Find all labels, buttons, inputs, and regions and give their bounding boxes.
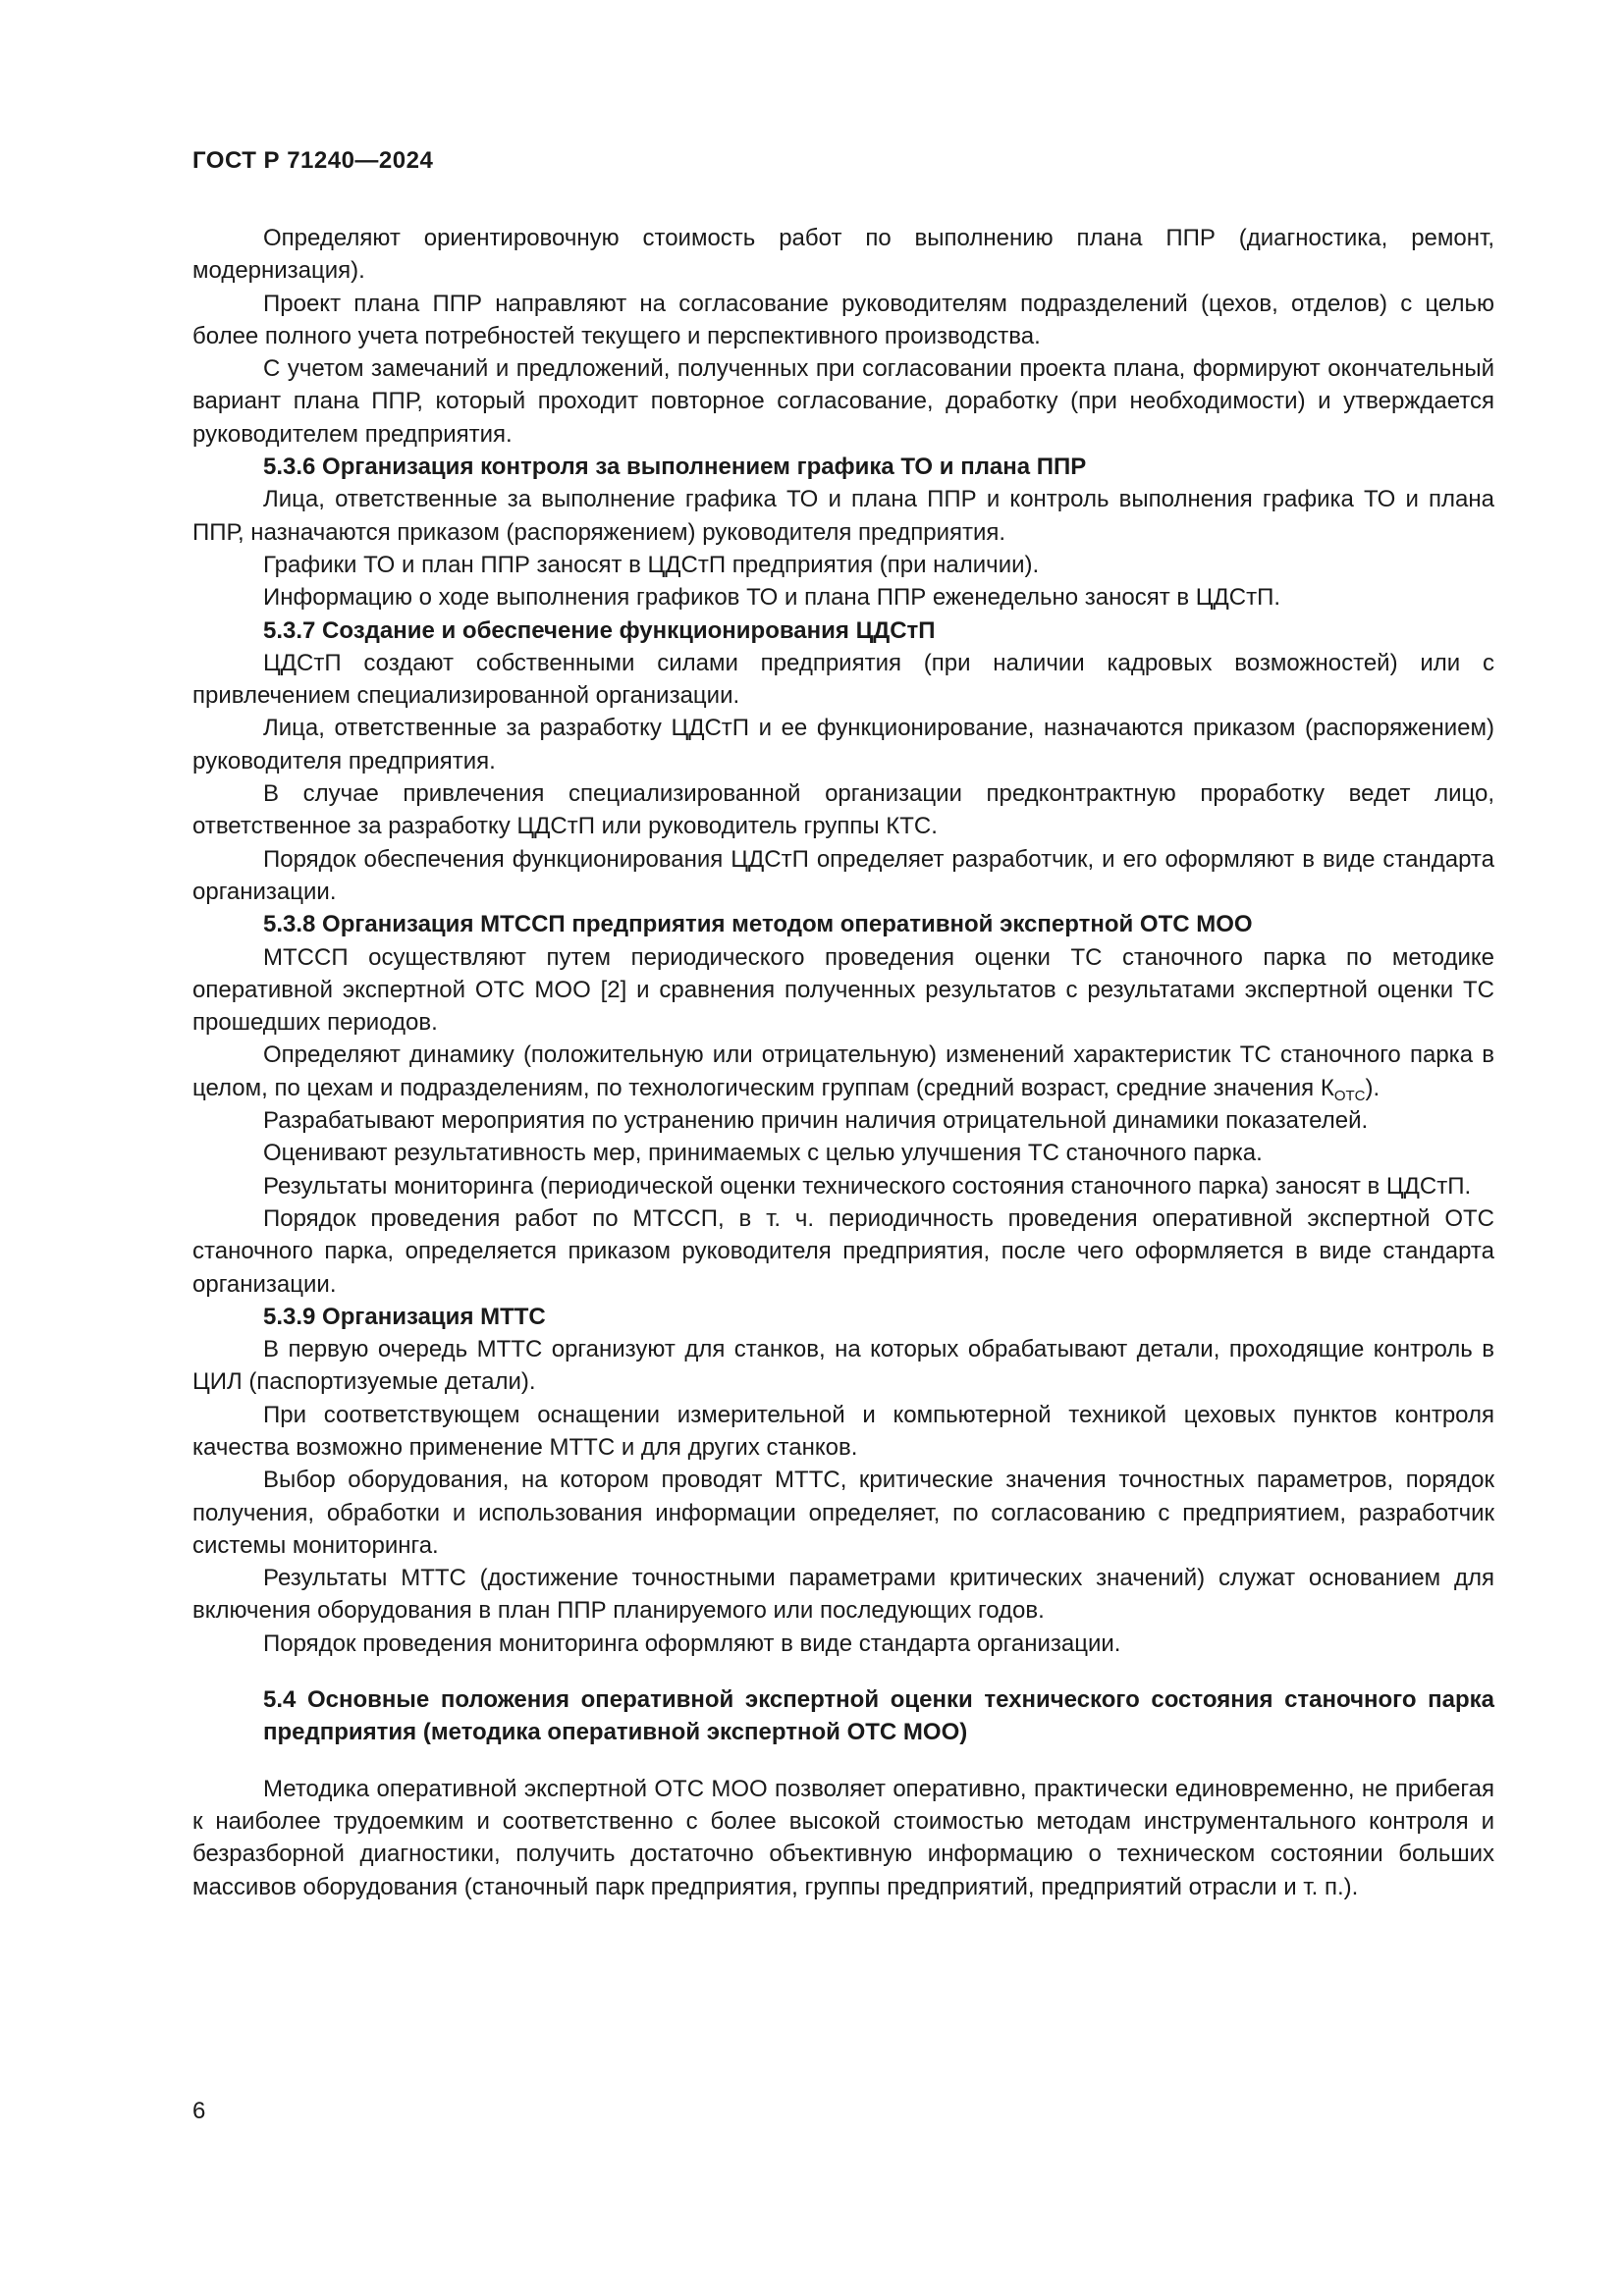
paragraph: Порядок проведения работ по МТССП, в т. ч. периодичность проведения оперативной экспертной ОТС станочного парка, определяется приказом руководителя предприятия, после чего оформляется в виде стандарта организации. (192, 1204, 1494, 1298)
paragraph: Разрабатывают мероприятия по устранению причин наличия отрицательной динамики показателей. (263, 1107, 1369, 1135)
paragraph: С учетом замечаний и предложений, полученных при согласовании проекта плана, формируют окончательный вариант плана ППР, который проходит повторное согласование, доработку (при необходимости) и утверждается руководителем предприятия. (192, 355, 1494, 448)
paragraph: Графики ТО и план ППР заносят в ЦДСтП предприятия (при наличии). (263, 551, 1040, 578)
subscript-ots: ОТС (1333, 1087, 1366, 1104)
paragraph: Оценивают результативность мер, принимаемых с целью улучшения ТС станочного парка. (263, 1140, 1263, 1167)
document-body (192, 222, 1494, 1903)
page-number: 6 (192, 2098, 206, 2124)
paragraph: Информацию о ходе выполнения графиков ТО и плана ППР еженедельно заносят в ЦДСтП. (263, 584, 1281, 612)
section-heading-5-3-7: 5.3.7 Создание и обеспечение функционирования ЦДСтП (263, 616, 936, 644)
paragraph: Результаты МТТС (достижение точностными параметрами критических значений) служат основанием для включения оборудования в план ППР планируемого или последующих годов. (192, 1565, 1494, 1625)
paragraph: Лица, ответственные за разработку ЦДСтП и ее функционирование, назначаются приказом (распоряжением) руководителя предприятия. (192, 715, 1494, 774)
paragraph (192, 1039, 1494, 1104)
section-heading-5-4: 5.4 Основные положения оперативной экспертной оценки технического состояния станочного парка предприятия (методика оперативной экспертной ОТС МОО) (263, 1686, 1494, 1746)
section-heading-5-3-6: 5.3.6 Организация контроля за выполнением графика ТО и плана ППР (263, 454, 1087, 481)
paragraph: Проект плана ППР направляют на согласование руководителям подразделений (цехов, отделов) с целью более полного учета потребностей текущего и перспективного производства. (192, 290, 1494, 349)
paragraph: Методика оперативной экспертной ОТС МОО позволяет оперативно, практически единовременно, не прибегая к наиболее трудоемким и соответственно с более высокой стоимостью методам инструментального контроля и безразборной диагностики, получить достаточно объективную информацию о техническом состоянии больших массивов оборудования (станочный парк предприятия, группы предприятий, предприятий отрасли и т. п.). (192, 1775, 1494, 1900)
paragraph: Порядок проведения мониторинга оформляют в виде стандарта организации. (263, 1629, 1121, 1657)
paragraph: Определяют ориентировочную стоимость работ по выполнению плана ППР (диагностика, ремонт, модернизация). (192, 225, 1494, 285)
paragraph: МТССП осуществляют путем периодического проведения оценки ТС станочного парка по методике оперативной экспертной ОТС МОО [2] и сравнения полученных результатов с результатами экспертной оценки ТС прошедших периодов. (192, 943, 1494, 1037)
document-header: ГОСТ Р 71240—2024 (192, 147, 434, 174)
section-heading-5-3-8: 5.3.8 Организация МТССП предприятия методом оперативной экспертной ОТС МОО (263, 911, 1253, 938)
paragraph: Выбор оборудования, на котором проводят МТТС, критические значения точностных параметров, порядок получения, обработки и использования информации определяет, по согласованию с предприятием, разработчик системы мониторинга. (192, 1467, 1494, 1559)
paragraph: Результаты мониторинга (периодической оценки технического состояния станочного парка) заносят в ЦДСтП. (263, 1172, 1472, 1200)
paragraph: Лица, ответственные за выполнение графика ТО и плана ППР и контроль выполнения графика ТО и плана ППР, назначаются приказом (распоряжением) руководителя предприятия. (192, 486, 1494, 546)
paragraph: В первую очередь МТТС организуют для станков, на которых обрабатывают детали, проходящие контроль в ЦИЛ (паспортизуемые детали). (192, 1336, 1494, 1396)
paragraph: В случае привлечения специализированной организации предконтрактную проработку ведет лицо, ответственное за разработку ЦДСтП или руководитель группы КТС. (192, 780, 1494, 840)
paragraph: Порядок обеспечения функционирования ЦДСтП определяет разработчик, и его оформляют в виде стандарта организации. (192, 845, 1494, 905)
paragraph: При соответствующем оснащении измерительной и компьютерной техникой цеховых пунктов контроля качества возможно применение МТТС и для других станков. (192, 1401, 1494, 1461)
paragraph: ЦДСтП создают собственными силами предприятия (при наличии кадровых возможностей) или с привлечением специализированной организации. (192, 649, 1494, 710)
section-heading-5-3-9: 5.3.9 Организация МТТС (263, 1303, 546, 1330)
paragraph-text-end: ). (1365, 1074, 1380, 1101)
paragraph-text: Определяют динамику (положительную или отрицательную) изменений характеристик ТС станочного парка в целом, по цехам и подразделениям, по технологическим группам (средний возраст, средние значения К (192, 1041, 1494, 1101)
